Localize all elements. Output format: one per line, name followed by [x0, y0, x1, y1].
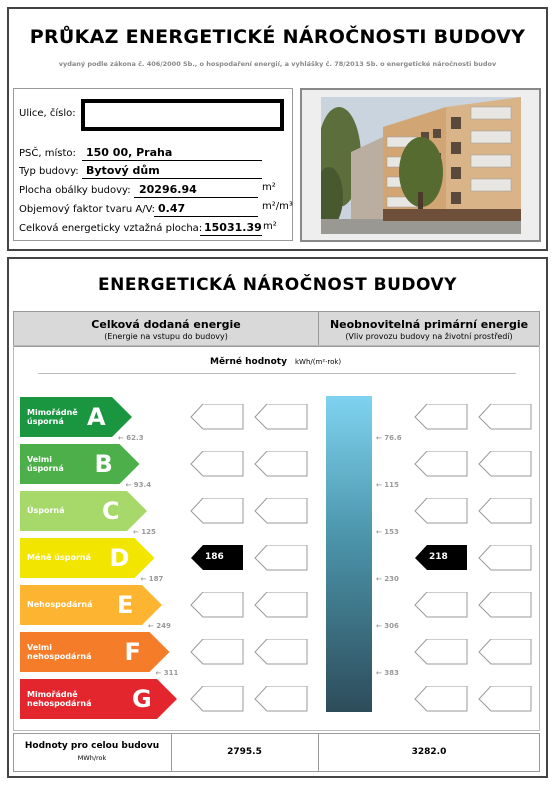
footer-label: Hodnoty pro celou budovu	[24, 741, 160, 751]
class-name-line2: úsporná	[27, 417, 64, 426]
class-letter-a: A	[87, 403, 106, 431]
right-empty-marker	[414, 404, 468, 430]
right-empty-marker-2	[478, 639, 532, 665]
class-name-line2: nehospodárná	[27, 699, 92, 708]
shape-underline	[154, 216, 258, 217]
class-letter-e: E	[117, 591, 134, 619]
class-letter-b: B	[94, 450, 113, 478]
left-empty-marker-2	[254, 592, 308, 618]
class-name-line1: Úsporná	[27, 506, 65, 516]
left-threshold: ← 249	[148, 622, 171, 630]
left-value-marker-label: 186	[205, 552, 224, 562]
class-name-g	[27, 679, 91, 719]
left-threshold: ← 311	[155, 669, 179, 677]
right-threshold: ← 153	[376, 528, 399, 536]
left-threshold: ← 187	[140, 575, 164, 583]
primary-energy-gradient-bar	[326, 396, 372, 712]
specific-values-label: Měrné hodnoty	[210, 357, 287, 367]
left-empty-marker	[190, 498, 244, 524]
units-divider	[38, 373, 516, 374]
right-empty-marker	[414, 451, 468, 477]
building-photo	[321, 97, 521, 234]
specific-values-unit: kWh/(m²·rok)	[295, 358, 342, 366]
footer-unit: MWh/rok	[77, 754, 107, 762]
left-threshold: ← 93.4	[125, 481, 152, 489]
left-empty-marker-2	[254, 686, 308, 712]
street-label: Ulice, číslo:	[19, 108, 76, 119]
footer-left-value: 2795.5	[227, 747, 262, 757]
page-subtitle: vydaný podle zákona č. 406/2000 Sb., o hospodaření energií, a vyhlášky č. 78/2013 Sb. o energetické náročnosti budov	[58, 60, 497, 68]
right-empty-marker	[414, 686, 468, 712]
area-label: Celková energeticky vztažná plocha:	[19, 223, 203, 234]
right-threshold: ← 306	[376, 622, 399, 630]
right-empty-marker-2	[478, 451, 532, 477]
class-name-a	[27, 397, 78, 437]
envelope-label: Plocha obálky budovy:	[19, 185, 131, 196]
street-redacted-field	[81, 99, 284, 131]
class-letter-d: D	[109, 544, 130, 572]
class-name-line1: Mimořádně	[27, 407, 78, 417]
psc-value: 150 00, Praha	[86, 146, 173, 159]
class-name-line2: nehospodárná	[27, 652, 92, 661]
type-label: Typ budovy:	[19, 166, 79, 177]
right-empty-marker-2	[478, 545, 532, 571]
right-value-marker-label: 218	[429, 552, 448, 562]
class-name-f	[27, 632, 91, 672]
left-threshold: ← 125	[133, 528, 156, 536]
shape-label: Objemový faktor tvaru A/V:	[19, 204, 155, 215]
left-empty-marker-2	[254, 639, 308, 665]
class-name-line1: Velmi	[27, 454, 52, 464]
class-letter-g: G	[132, 685, 152, 713]
area-unit: m²	[263, 221, 277, 232]
left-header-subtitle: (Energie na vstupu do budovy)	[104, 332, 228, 341]
class-name-e	[27, 585, 92, 625]
class-name-line1: Velmi	[27, 642, 52, 652]
left-empty-marker	[190, 592, 244, 618]
left-empty-marker-2	[254, 498, 308, 524]
envelope-unit: m²	[262, 182, 276, 193]
right-empty-marker-2	[478, 592, 532, 618]
left-empty-marker-2	[254, 545, 308, 571]
shape-value: 0.47	[158, 202, 186, 215]
right-threshold: ← 76.6	[376, 434, 402, 442]
type-value: Bytový dům	[86, 164, 160, 177]
right-threshold: ← 115	[376, 481, 399, 489]
right-empty-marker-2	[478, 404, 532, 430]
left-empty-marker-2	[254, 451, 308, 477]
envelope-value: 20296.94	[139, 183, 197, 196]
left-threshold: ← 62.3	[118, 434, 144, 442]
psc-underline	[82, 160, 262, 161]
left-empty-marker	[190, 404, 244, 430]
right-empty-marker	[414, 639, 468, 665]
class-name-c	[27, 491, 65, 531]
class-name-line2: úsporná	[27, 464, 64, 473]
class-name-line1: Méně úsporná	[27, 553, 92, 563]
left-header-title: Celková dodaná energie	[91, 318, 241, 331]
left-empty-marker	[190, 639, 244, 665]
area-value: 15031.39	[204, 221, 262, 234]
shape-unit: m²/m³	[262, 201, 293, 212]
left-empty-marker	[190, 686, 244, 712]
class-name-d	[27, 538, 91, 578]
right-empty-marker-2	[478, 498, 532, 524]
psc-label: PSČ, místo:	[19, 148, 76, 159]
footer-right-value: 3282.0	[411, 747, 447, 757]
class-letter-c: C	[102, 497, 120, 525]
right-header-subtitle: (Vliv provozu budovy na životní prostředí)	[345, 332, 513, 341]
envelope-underline	[134, 197, 258, 198]
area-underline	[200, 235, 262, 236]
left-empty-marker	[190, 451, 244, 477]
class-name-line1: Nehospodárná	[27, 600, 93, 610]
right-empty-marker	[414, 498, 468, 524]
class-name-line1: Mimořádně	[27, 689, 78, 699]
right-empty-marker	[414, 592, 468, 618]
right-threshold: ← 230	[376, 575, 399, 583]
page-title: PRŮKAZ ENERGETICKÉ NÁROČNOSTI BUDOVY	[29, 26, 526, 48]
right-header-title: Neobnovitelná primární energie	[329, 318, 529, 331]
left-column-header	[13, 311, 319, 347]
right-empty-marker-2	[478, 686, 532, 712]
type-underline	[82, 178, 262, 179]
section-title: ENERGETICKÁ NÁROČNOST BUDOVY	[98, 275, 457, 295]
left-empty-marker-2	[254, 404, 308, 430]
right-threshold: ← 383	[376, 669, 399, 677]
right-column-header	[318, 311, 540, 347]
class-letter-f: F	[124, 638, 141, 666]
class-name-b	[27, 444, 64, 484]
